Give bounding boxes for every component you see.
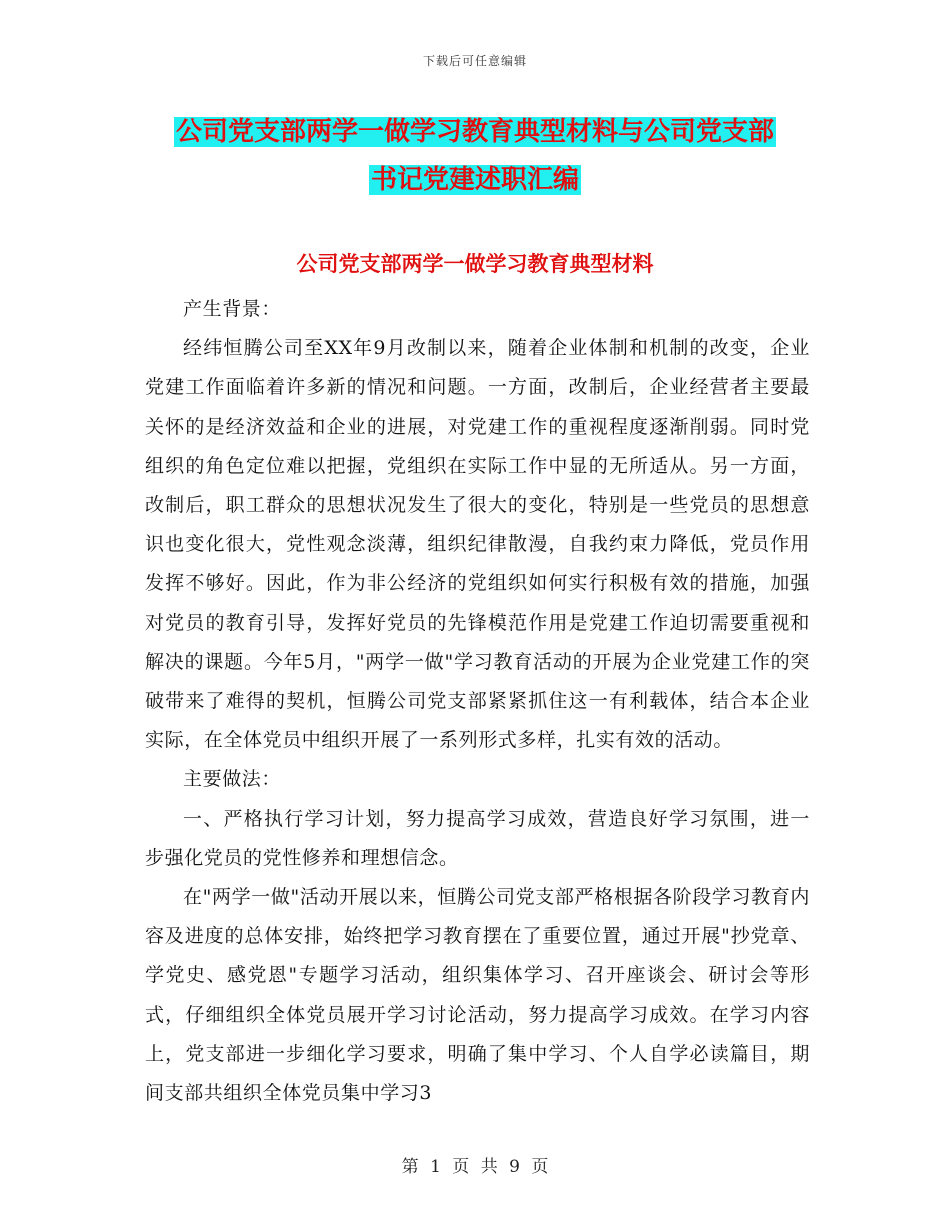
document-title-line-1: 公司党支部两学一做学习教育典型材料与公司党支部 — [175, 117, 774, 147]
document-title — [0, 108, 950, 204]
paragraph-background: 经纬恒腾公司至XX年9月改制以来，随着企业体制和机制的改变，企业党建工作面临着许多新的情况和问题。一方面，改制后，企业经营者主要最关怀的是经济效益和企业的进展，对党建工作的重视程度逐渐削弱。同时党组织的角色定位难以把握，党组织在实际工作中显的无所适从。另一方面，改制后，职工群众的思想状况发生了很大的变化，特别是一些党员的思想意识也变化很大，党性观念淡薄，组织纪律散漫，自我约束力降低，党员作用发挥不够好。因此，作为非公经济的党组织如何实行积极有效的措施，加强对党员的教育引导，发挥好党员的先锋模范作用是党建工作迫切需要重视和解决的课题。今年5月，"两学一做"学习教育活动的开展为企业党建工作的突破带来了难得的契机，恒腾公司党支部紧紧抓住这一有利载体，结合本企业实际，在全体党员中组织开展了一系列形式多样，扎实有效的活动。 — [145, 337, 810, 752]
header-note: 下载后可任意编辑 — [422, 54, 527, 68]
paragraph-background-heading: 产生背景： — [183, 298, 282, 320]
paragraph-methods-heading: 主要做法： — [183, 768, 282, 791]
section-title: 公司党支部两学一做学习教育典型材料 — [296, 251, 654, 276]
body-text — [145, 290, 810, 1113]
paragraph-study-details: 在"两学一做"活动开展以来，恒腾公司党支部严格根据各阶段学习教育内容及进度的总体安排，始终把学习教育摆在了重要位置，通过开展"抄党章、学党史、感党恩"专题学习活动，组织集体学习、召开座谈会、研讨会等形式，仔细组织全体党员展开学习讨论活动，努力提高学习成效。在学习内容上，党支部进一步细化学习要求，明确了集中学习、个人自学必读篇目，期间支部共组织全体党员集中学习3 — [145, 886, 810, 1105]
page-footer: 第 1 页 共 9 页 — [401, 1157, 549, 1177]
document-title-line-2: 书记党建述职汇编 — [370, 165, 579, 195]
paragraph-point-one: 一、严格执行学习计划，努力提高学习成效，营造良好学习氛围，进一步强化党员的党性修养和理想信念。 — [145, 807, 810, 869]
